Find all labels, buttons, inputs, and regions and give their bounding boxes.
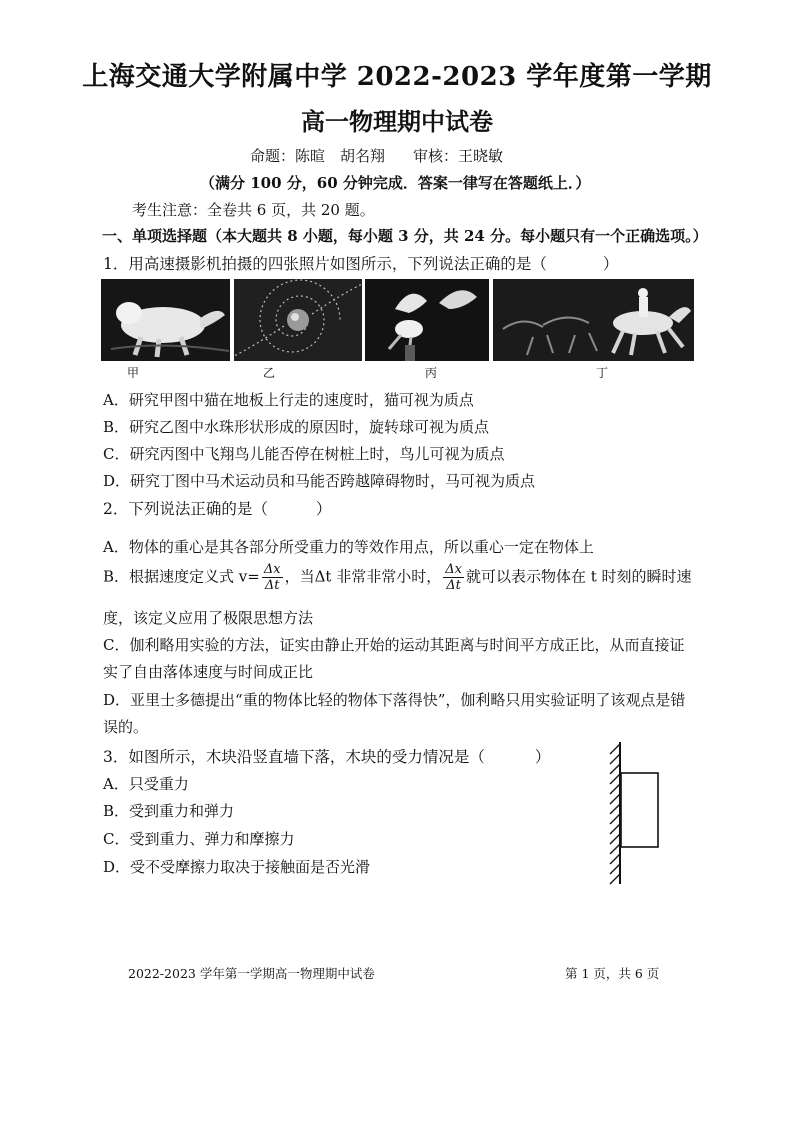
question-3-stem: [103, 745, 550, 767]
question-1-text: 1．用高速摄影机拍摄的四张照片如图所示，下列说法正确的是（: [103, 255, 547, 273]
q3-option-c: C．受到重力、弹力和摩擦力: [103, 830, 295, 848]
q2-option-c: C．伽利略用实验的方法，证实由静止开始的运动其距离与时间平方成正比，从而直接证: [103, 636, 685, 654]
q2-option-b-text-1: B．根据速度定义式 v=: [103, 567, 260, 586]
photo-bird: [365, 279, 489, 361]
q1-option-c: C．研究丙图中飞翔鸟儿能否停在树桩上时，鸟儿可视为质点: [103, 445, 505, 463]
authors-reviewer: 审核：王晓敏: [413, 147, 504, 165]
caption-ding: 丁: [596, 366, 609, 380]
q2-option-d-continued: 误的。: [103, 718, 149, 736]
question-2-text: 2．下列说法正确的是（: [103, 500, 268, 518]
caption-jia: 甲: [127, 366, 140, 380]
fraction-numerator: Δx: [445, 562, 462, 577]
wall-block-diagram: [604, 742, 664, 886]
velocity-fraction-1: [262, 562, 283, 593]
candidate-notice: 考生注意：全卷共 6 页，共 20 题。: [132, 201, 375, 219]
question-1-close: ）: [602, 255, 619, 273]
footer-page-number: 第 1 页，共 6 页: [565, 966, 660, 981]
q3-option-b: B．受到重力和弹力: [103, 802, 235, 820]
caption-yi: 乙: [263, 366, 276, 380]
q2-option-c-continued: 实了自由落体速度与时间成正比: [103, 663, 314, 681]
question-2-stem: [103, 497, 331, 519]
q2-option-b-continued: 度，该定义应用了极限思想方法: [103, 609, 314, 627]
exam-subtitle: 高一物理期中试卷: [301, 107, 493, 136]
q1-option-a: A．研究甲图中猫在地板上行走的速度时，猫可视为质点: [103, 391, 474, 409]
q3-option-d: D．受不受摩擦力取决于接触面是否光滑: [103, 858, 371, 876]
fraction-denominator: Δt: [264, 578, 280, 593]
question-2-close: ）: [315, 500, 332, 518]
photo-strip: [101, 279, 694, 361]
q2-option-b: [103, 562, 692, 593]
exam-title: 上海交通大学附属中学 2022-2023 学年度第一学期: [82, 62, 712, 92]
full-marks-note: （满分 100 分，60 分钟完成．答案一律写在答题纸上．）: [200, 174, 591, 192]
question-3-text: 3．如图所示，木块沿竖直墙下落，木块的受力情况是（: [103, 748, 485, 766]
fraction-denominator: Δt: [446, 578, 461, 593]
q2-option-d: D．亚里士多德提出“重的物体比轻的物体下落得快”，伽利略只用实验证明了该观点是错: [103, 691, 686, 709]
authors-line: [250, 145, 503, 166]
q2-option-b-text-2: ，当Δt 非常非常小时，: [284, 567, 442, 586]
footer-exam-name: 2022-2023 学年第一学期高一物理期中试卷: [128, 966, 375, 981]
q2-option-a: A．物体的重心是其各部分所受重力的等效作用点，所以重心一定在物体上: [103, 538, 594, 556]
photo-horse: [493, 279, 694, 361]
q2-option-b-text-3: 就可以表示物体在 t 时刻的瞬时速: [465, 567, 692, 586]
authors-setter: 命题：陈暄 胡名翔: [250, 147, 386, 165]
q3-option-a: A．只受重力: [103, 775, 189, 793]
question-1-stem: [103, 252, 618, 274]
caption-bing: 丙: [425, 366, 438, 380]
question-3-close: ）: [534, 748, 551, 766]
section-heading: 一、单项选择题（本大题共 8 小题，每小题 3 分，共 24 分。每小题只有一个正确选项。）: [102, 227, 708, 245]
fraction-numerator: Δx: [263, 562, 281, 577]
q1-option-b: B．研究乙图中水珠形状形成的原因时，旋转球可视为质点: [103, 418, 490, 436]
photo-spin-ball: [234, 279, 362, 361]
q1-option-d: D．研究丁图中马术运动员和马能否跨越障碍物时，马可视为质点: [103, 472, 536, 490]
velocity-fraction-2: [443, 562, 464, 593]
photo-cat: [101, 279, 230, 361]
